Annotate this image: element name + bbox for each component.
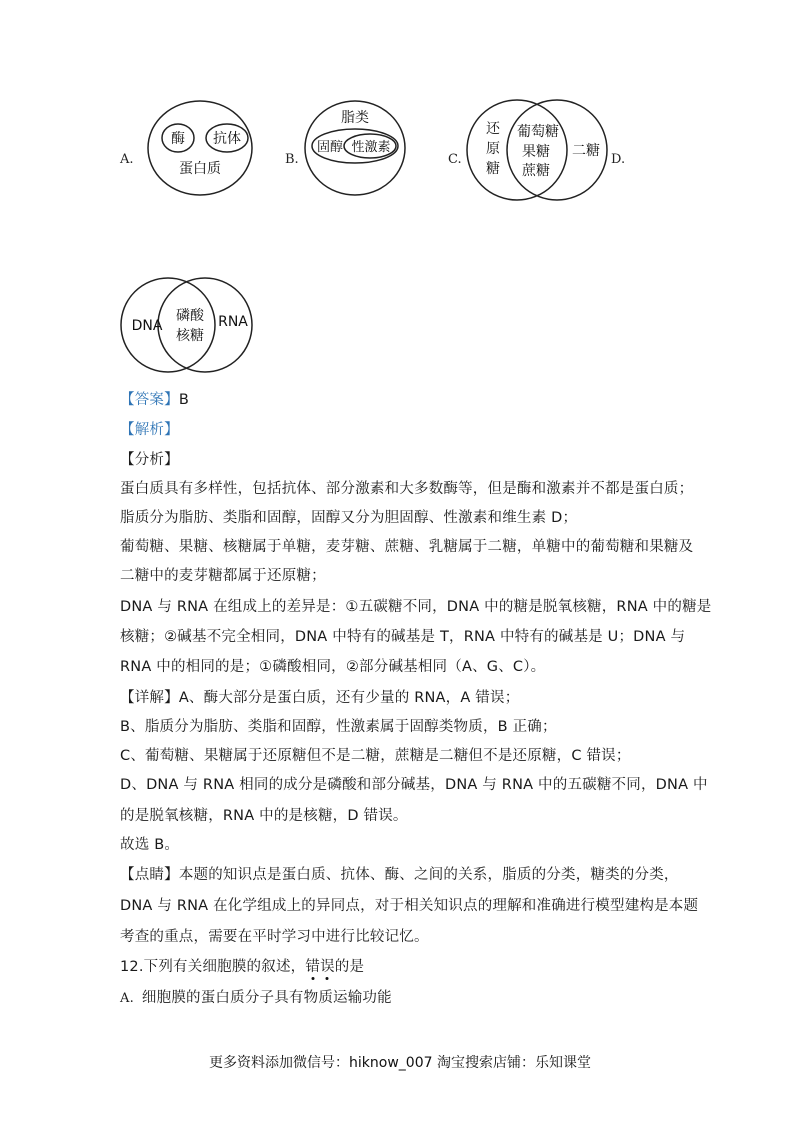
label-enzyme: 酶 [171, 131, 185, 147]
label-fructose: 果糖 [522, 144, 550, 160]
label-sex-hormone: 性激素 [351, 140, 391, 155]
question-12 [120, 957, 364, 977]
option-c-label: C. [448, 152, 462, 167]
diagram-c [467, 100, 607, 200]
fenxi-line: 脂质分为脂肪、类脂和固醇，固醇又分为胆固醇、性激素和维生素 D； [120, 510, 578, 526]
label-huan: 还 [486, 121, 500, 137]
detail-line: D、DNA 与 RNA 相同的成分是磷酸和部分碱基，DNA 与 RNA 中的五碳糖不同，DNA 中 [120, 777, 708, 793]
dianjing-line: 考查的重点，需要在平时学习中进行比较记忆。 [120, 929, 429, 945]
fenxi-line: 蛋白质具有多样性，包括抗体、部分激素和大多数酶等，但是酶和激素并不都是蛋白质； [120, 481, 694, 497]
detail-line: 的是脱氧核糖，RNA 中的是核糖，D 错误。 [120, 808, 408, 824]
dianjing-tag: 【点睛】 [120, 867, 179, 883]
option-a-label: A. [120, 152, 134, 167]
dianjing-line [120, 865, 679, 885]
answer-value: B [178, 392, 189, 408]
label-tang: 糖 [486, 161, 500, 177]
label-disaccharide: 二糖 [572, 143, 600, 159]
fenxi-line: RNA 中的相同的是；①磷酸相同，②部分碱基相同（A、G、C）。 [120, 659, 546, 675]
option-d-label: D. [611, 152, 626, 167]
label-rna: RNA [218, 314, 248, 330]
dianjing-first: 本题的知识点是蛋白质、抗体、酶、之间的关系，脂质的分类，糖类的分类， [178, 867, 679, 883]
label-protein: 蛋白质 [179, 161, 221, 177]
detail-line: 故选 B。 [120, 837, 180, 853]
outer-circle-a [148, 101, 252, 195]
circle-reducing-sugar [467, 100, 567, 200]
label-sterol: 固醇 [316, 140, 344, 155]
label-dna: DNA [131, 318, 163, 334]
diagram-row [0, 0, 800, 380]
detail-line [120, 688, 519, 708]
detail-line: B、脂质分为脂肪、类脂和固醇，性激素属于固醇类物质，B 正确； [120, 719, 557, 735]
label-yuan: 原 [486, 141, 500, 157]
answer-tag: 【答案】 [120, 392, 179, 408]
footer-note: 更多资料添加微信号：hiknow_007 淘宝搜索店铺：乐知课堂 [209, 1055, 591, 1071]
fenxi-tag: 【分析】 [120, 452, 179, 468]
answer-line [120, 390, 189, 410]
emphasis-char: 误 [320, 959, 335, 975]
fenxi-line: 葡萄糖、果糖、核糖属于单糖，麦芽糖、蔗糖、乳糖属于二糖，单糖中的葡萄糖和果糖及 [120, 539, 694, 555]
diagram-d [121, 278, 252, 372]
detail-tag: 【详解】 [120, 690, 179, 706]
label-glucose: 葡萄糖 [517, 124, 559, 140]
label-lipid: 脂类 [341, 110, 369, 126]
detail-line: C、葡萄糖、果糖属于还原糖但不是二糖，蔗糖是二糖但不是还原糖，C 错误； [120, 748, 631, 764]
label-ribose: 核糖 [176, 328, 204, 344]
label-sucrose: 蔗糖 [522, 163, 550, 179]
detail-first: A、酶大部分是蛋白质，还有少量的 RNA，A 错误； [178, 690, 520, 706]
label-phosphate: 磷酸 [176, 308, 204, 324]
question-pre: 12.下列有关细胞膜的叙述， [120, 959, 306, 975]
fenxi-line: 核糖；②碱基不完全相同，DNA 中特有的碱基是 T，RNA 中特有的碱基是 U；DNA 与 [120, 629, 686, 645]
option-a [120, 988, 392, 1009]
fenxi-line: DNA 与 RNA 在组成上的差异是：①五碳糖不同，DNA 中的糖是脱氧核糖，RNA 中的糖是 [120, 599, 712, 615]
diagram-a [148, 101, 252, 195]
option-a-text: 细胞膜的蛋白质分子具有物质运输功能 [141, 990, 392, 1006]
fenxi-line: 二糖中的麦芽糖都属于还原糖； [120, 568, 326, 584]
label-antibody: 抗体 [213, 131, 241, 147]
emphasis-char: 错 [305, 959, 321, 975]
dianjing-line: DNA 与 RNA 在化学组成上的异同点，对于相关知识点的理解和准确进行模型建构是本题 [120, 898, 699, 914]
option-b-label: B. [285, 152, 299, 167]
analysis-tag: 【解析】 [120, 422, 179, 438]
question-post: 的是 [334, 959, 365, 975]
option-a-letter: A. [120, 991, 134, 1006]
diagram-b [305, 101, 405, 195]
